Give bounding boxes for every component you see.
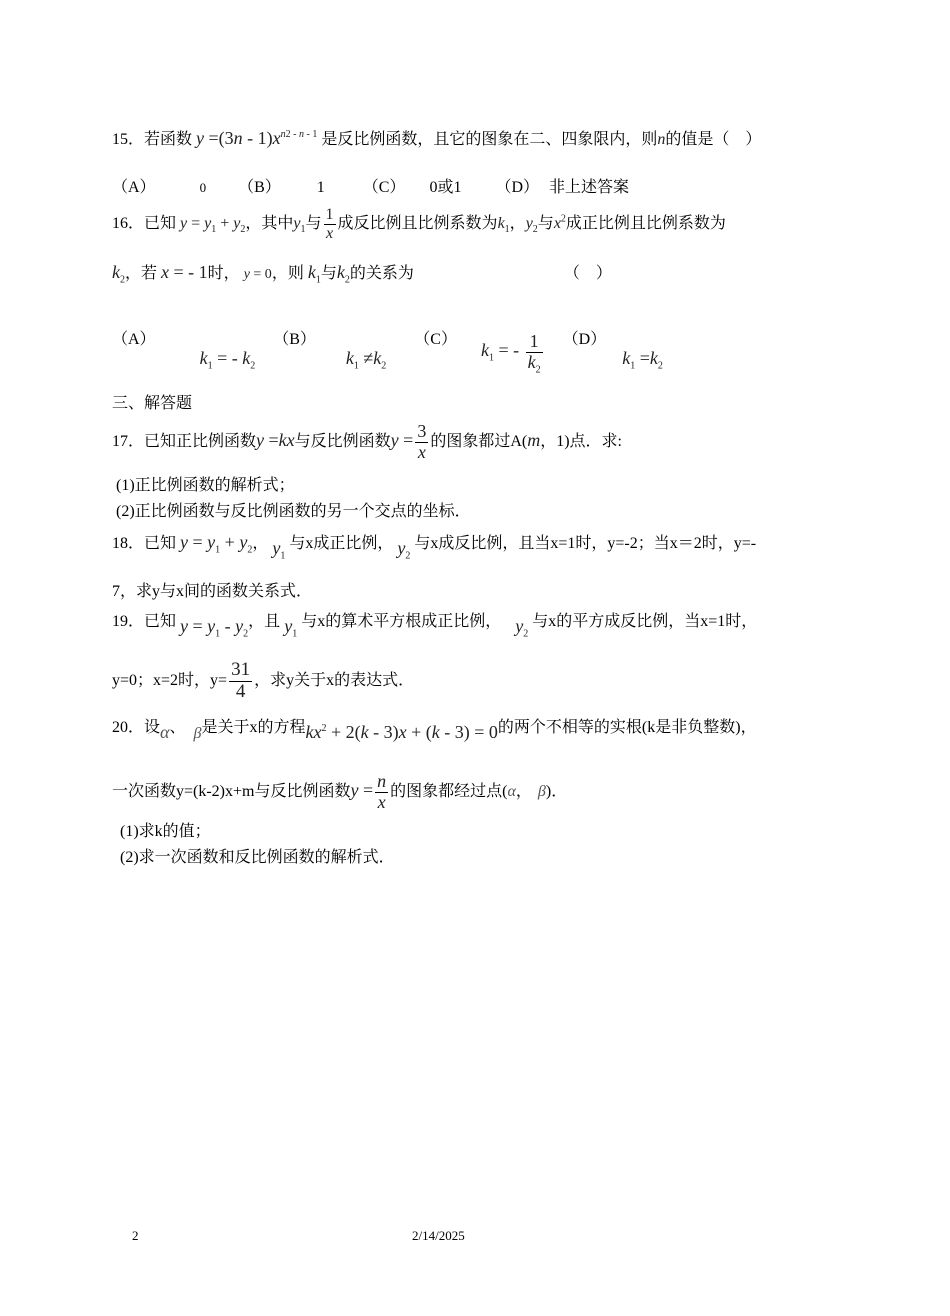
q16-option-b-value: $k_1 \ne k_2$ [345, 348, 387, 373]
q15-option-c-label: （C） [362, 179, 406, 196]
q20-l2a: 一次函数y=(k-2)x+m与反比例函数 [112, 782, 351, 800]
question-15 [112, 128, 761, 150]
q20-l2c: ， [515, 782, 532, 800]
q16-option-c-value: $k_1$ = - $\frac{1}{k_2}$ [480, 331, 541, 376]
q19-formula: $y = y_1 - y_2$ [180, 616, 249, 640]
q20-point-alpha: α [507, 782, 516, 800]
q17-formula-3x: y = [390, 429, 414, 450]
q16-t4: ， [509, 214, 526, 232]
q18-prefix: 18．已知 [112, 535, 177, 552]
page-number: 2 [132, 1228, 139, 1243]
q16-option-c-label: （C） [414, 331, 457, 348]
q16-t11: 的关系为 [349, 265, 414, 282]
q15-option-b-label: （B） [238, 179, 281, 196]
q19-y1: $y_1$ [284, 616, 298, 640]
q17-t2: 的图象都过A( [430, 432, 528, 450]
q16-k2b: $k_2$ [336, 262, 350, 286]
q16-option-d-value: $k_1 =k_2$ [622, 348, 663, 373]
q17-part-1: (1)正比例函数的解析式； [116, 477, 295, 494]
q15-option-d-label: （D） [495, 179, 540, 196]
q20-part-1: (1)求k的值； [120, 823, 211, 840]
q15-option-c-value: 0或1 [429, 179, 462, 196]
q17-m: m [527, 429, 541, 450]
q20-part-2: (2)求一次函数和反比例函数的解析式． [120, 849, 395, 866]
q20-t3: 的两个不相等的实根(k是非负整数)， [497, 719, 757, 736]
q15-text: 是反比例函数，且它的图象在二、四象限内，则 [321, 131, 658, 148]
q18-formula: $y = y_1 + y_2$ [180, 532, 253, 556]
q16-t10: 与 [320, 265, 337, 282]
q19-fraction-31-over-4 [229, 660, 252, 703]
q16-t3: 成反比例且比例系数为 [337, 214, 498, 232]
q18-line-2: 7，求y与x间的函数关系式． [112, 583, 313, 600]
q20-formula-nx: y = [350, 779, 374, 800]
q20-line-2 [112, 772, 567, 813]
q19-prefix: 19．已知 [112, 613, 177, 630]
q15-options [112, 178, 629, 197]
q20-prefix: 20．设 [112, 719, 161, 736]
q15-prefix: 15．若函数 [112, 131, 193, 148]
question-17 [112, 422, 622, 463]
q16-t9: ，则 [271, 265, 304, 282]
q16-option-d-label: （D） [562, 331, 607, 348]
q16-t5: 与 [537, 214, 554, 232]
q17-prefix: 17．已知正比例函数 [112, 432, 257, 450]
section-heading: 三、解答题 [112, 395, 193, 412]
q20-t1: 、 [169, 719, 186, 736]
q17-part-2: (2)正比例函数与反比例函数的另一个交点的坐标． [116, 503, 471, 520]
q16-formula-y: $y = y_1 + y_2$ [180, 214, 246, 235]
q17-formula-kx: y =kx [256, 429, 295, 450]
q16-y1: $y_1$ [293, 214, 306, 235]
q20-beta: β [193, 725, 202, 742]
footer-date: 2/14/2025 [412, 1228, 465, 1243]
q16-t6: 成正比例且比例系数为 [565, 214, 726, 232]
q16-t2: 与 [305, 214, 322, 232]
q20-l2d: )． [545, 782, 568, 800]
q16-k1b: $k_1$ [307, 262, 321, 286]
q16-bracket: （ ） [563, 265, 612, 282]
q16-options [112, 330, 663, 376]
q17-t1: 与反比例函数 [294, 432, 391, 450]
q19-t2: 与x的算术平方根成正比例， [301, 613, 502, 630]
q19-l2b: ，求y关于x的表达式． [254, 672, 415, 690]
q17-fraction-3-over-x: $\frac{3}{x}$ [417, 421, 427, 462]
q18-t1: ， [252, 535, 269, 552]
q16-k2: $k_2$ [112, 262, 125, 286]
question-18 [112, 532, 757, 562]
q19-numerator: 31 [231, 659, 251, 680]
q16-y2: $y_2$ [525, 214, 538, 235]
q19-l2a: y=0；x=2时，y= [112, 672, 228, 690]
q16-t7: ，若 [125, 265, 158, 282]
q16-option-a-value: $k_1$ = - $k_2$ [199, 348, 256, 373]
q18-y2: $y_2$ [397, 538, 411, 562]
q20-alpha: α [160, 722, 170, 742]
q16-t1: ，其中 [245, 214, 294, 232]
q15-option-d-value: 非上述答案 [549, 179, 630, 196]
q20-equation: $kx^2 + 2(k - 3)x + (k - 3) = 0$ [305, 722, 498, 742]
q20-fraction-n-over-x: $\frac{n}{x}$ [377, 771, 387, 812]
q15-option-b-value: 1 [316, 179, 325, 196]
q18-t3: 与x成反比例，且当x=1时，y=-2；当x＝2时，y=- [414, 535, 757, 552]
q17-t3: ，1)点．求: [540, 432, 622, 450]
q15-option-a-label: （A） [112, 179, 156, 196]
q16-x-eq: x = - 1 [161, 262, 208, 282]
q15-option-a-value: 0 [199, 180, 207, 195]
q16-t8: 时， [207, 265, 240, 282]
q16-line-2 [112, 262, 612, 284]
q15-suffix: 的值是（ ） [665, 131, 762, 148]
q16-prefix: 16．已知 [112, 214, 177, 232]
q18-y1: $y_1$ [272, 538, 286, 562]
question-16 [112, 206, 726, 242]
q19-t3: 与x的平方成反比例，当x=1时， [532, 613, 758, 630]
q15-formula: $y =(3n - 1)x^{n2 - n - 1}$ [196, 128, 318, 148]
q20-t2: 是关于x的方程 [201, 719, 306, 736]
q19-t1: ，且 [248, 613, 281, 630]
q19-line-2 [112, 660, 414, 703]
q16-x2: $x^2$ [553, 213, 566, 232]
q19-y2: $y_2$ [515, 616, 529, 640]
q16-y-eq: y = 0 [243, 267, 272, 282]
q19-denominator: 4 [229, 681, 252, 703]
q16-option-a-label: （A） [112, 331, 156, 348]
q20-l2b: 的图象都经过点( [390, 782, 508, 800]
q15-n: n [657, 131, 666, 148]
q16-fraction-1-over-x: $\frac{1}{x}$ [325, 206, 334, 242]
q16-k1: $k_1$ [497, 214, 510, 235]
q18-t2: 与x成正比例， [289, 535, 394, 552]
question-20 [112, 716, 757, 742]
q20-point-beta: β [537, 782, 546, 800]
question-19 [112, 610, 758, 640]
q16-option-b-label: （B） [273, 331, 316, 348]
